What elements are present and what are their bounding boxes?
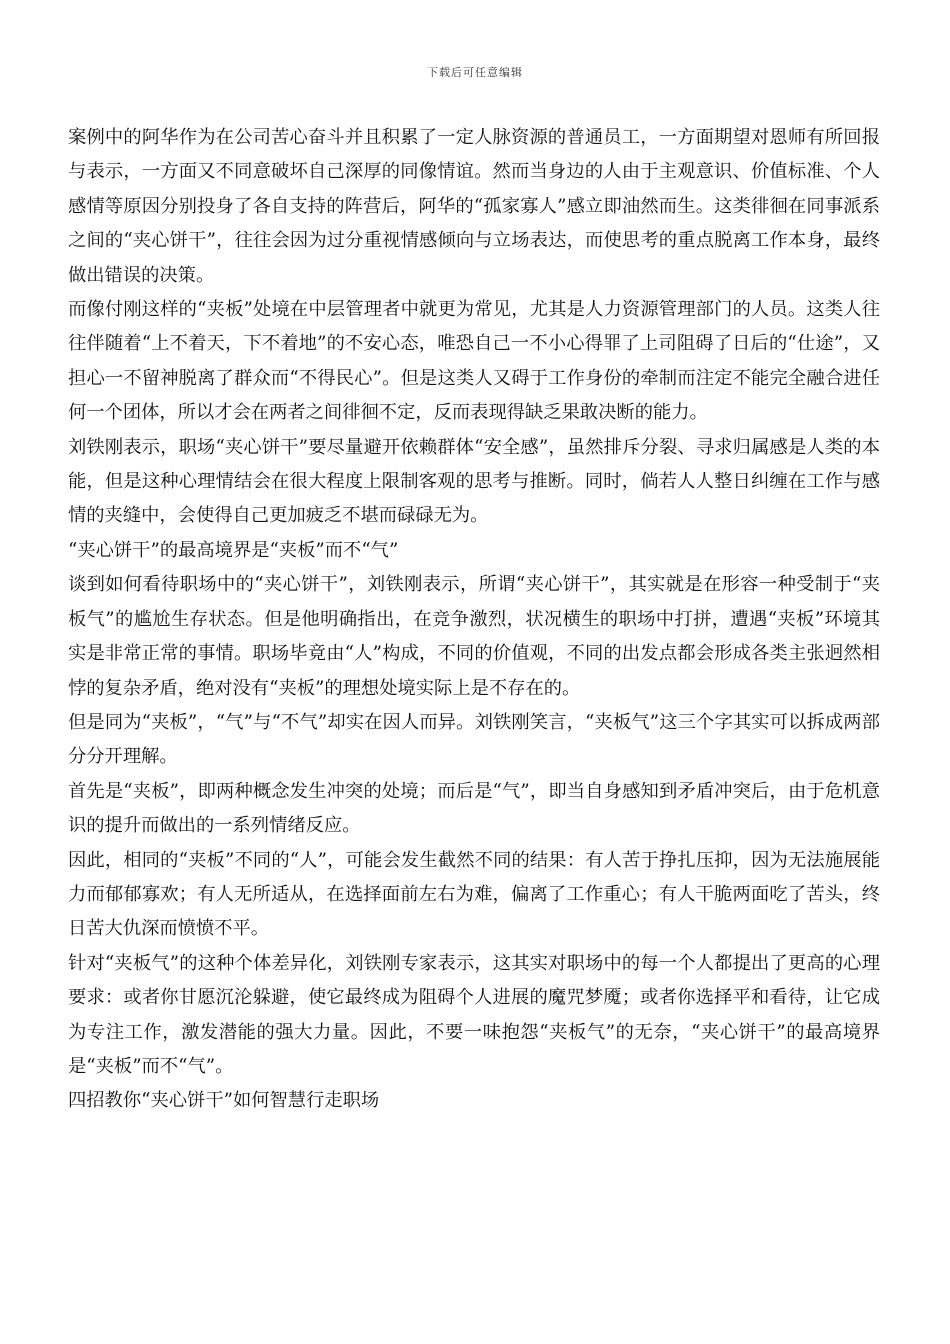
page-header-note: 下载后可任意编辑 — [427, 66, 523, 79]
paragraph-fugang-middle-manager: 而像付刚这样的“夹板”处境在中层管理者中就更为常见，尤其是人力资源管理部门的人员。这类人往往伴随着“上不着天，下不着地”的不安心态，唯恐自己一不小心得罪了上司阻碍了日后的“仕途”，又担心一不留神脱离了群众而“不得民心”。但是这类人又碍于工作身份的牵制而注定不能完全融合进任何一个团体，所以才会在两者之间徘徊不定，反而表现得缺乏果敢决断的能力。 — [68, 299, 880, 424]
paragraph-splint-and-qi: 首先是“夹板”，即两种概念发生冲突的处境；而后是“气”，即当自身感知到矛盾冲突后，由于危机意识的提升而做出的一系列情绪反应。 — [68, 780, 880, 837]
paragraph-individual-differences: 针对“夹板气”的这种个体差异化，刘铁刚专家表示，这其实对职场中的每一个人都提出了更高的心理要求：或者你甘愿沉沦躲避，使它最终成为阻碍个人进展的魔咒梦魇；或者你选择平和看待，让它成为专注工作，激发潜能的强大力量。因此，不要一味抱怨“夹板气”的无奈，“夹心饼干”的最高境界是“夹板”而不“气”。 — [68, 952, 880, 1077]
section-heading-four-tips: 四招教你“夹心饼干”如何智慧行走职场 — [68, 1090, 380, 1112]
paragraph-different-results: 因此，相同的“夹板”不同的“人”，可能会发生截然不同的结果：有人苦于挣扎压抑，因为无法施展能力而郁郁寡欢；有人无所适从，在选择面前左右为难，偏离了工作重心；有人干脆两面吃了苦头，终日苦大仇深而愤愤不平。 — [68, 849, 880, 940]
paragraph-liutiegang-advice: 刘铁刚表示，职场“夹心饼干”要尽量避开依赖群体“安全感”，虽然排斥分裂、寻求归属感是人类的本能，但是这种心理情结会在很大程度上限制客观的思考与推断。同时，倘若人人整日纠缠在工作与感情的夹缝中，会使得自己更加疲乏不堪而碌碌无为。 — [68, 436, 880, 527]
paragraph-sandwich-definition: 谈到如何看待职场中的“夹心饼干”，刘铁刚表示，所谓“夹心饼干”，其实就是在形容一种受制于“夹板气”的尴尬生存状态。但是他明确指出，在竞争激烈，状况横生的职场中打拼，遭遇“夹板”环境其实是非常正常的事情。职场毕竟由“人”构成，不同的价值观，不同的出发点都会形成各类主张迥然相悖的复杂矛盾，绝对没有“夹板”的理想处境实际上是不存在的。 — [68, 574, 880, 699]
section-heading-highest-realm: “夹心饼干”的最高境界是“夹板”而不“气” — [68, 539, 399, 561]
paragraph-case-ahua: 案例中的阿华作为在公司苦心奋斗并且积累了一定人脉资源的普通员工，一方面期望对恩师有所回报与表示，一方面又不同意破坏自己深厚的同像情谊。然而当身边的人由于主观意识、价值标准、个人感情等原因分别投身了各自支持的阵营后，阿华的“孤家寡人”感立即油然而生。这类徘徊在同事派系之间的“夹心饼干”，往往会因为过分重视情感倾向与立场表达，而使思考的重点脱离工作本身，最终做出错误的决策。 — [68, 127, 880, 286]
document-body — [68, 121, 880, 1119]
paragraph-qi-vs-not-qi: 但是同为“夹板”，“气”与“不气”却实在因人而异。刘铁刚笑言，“夹板气”这三个字其实可以拆成两部分分开理解。 — [68, 711, 880, 768]
